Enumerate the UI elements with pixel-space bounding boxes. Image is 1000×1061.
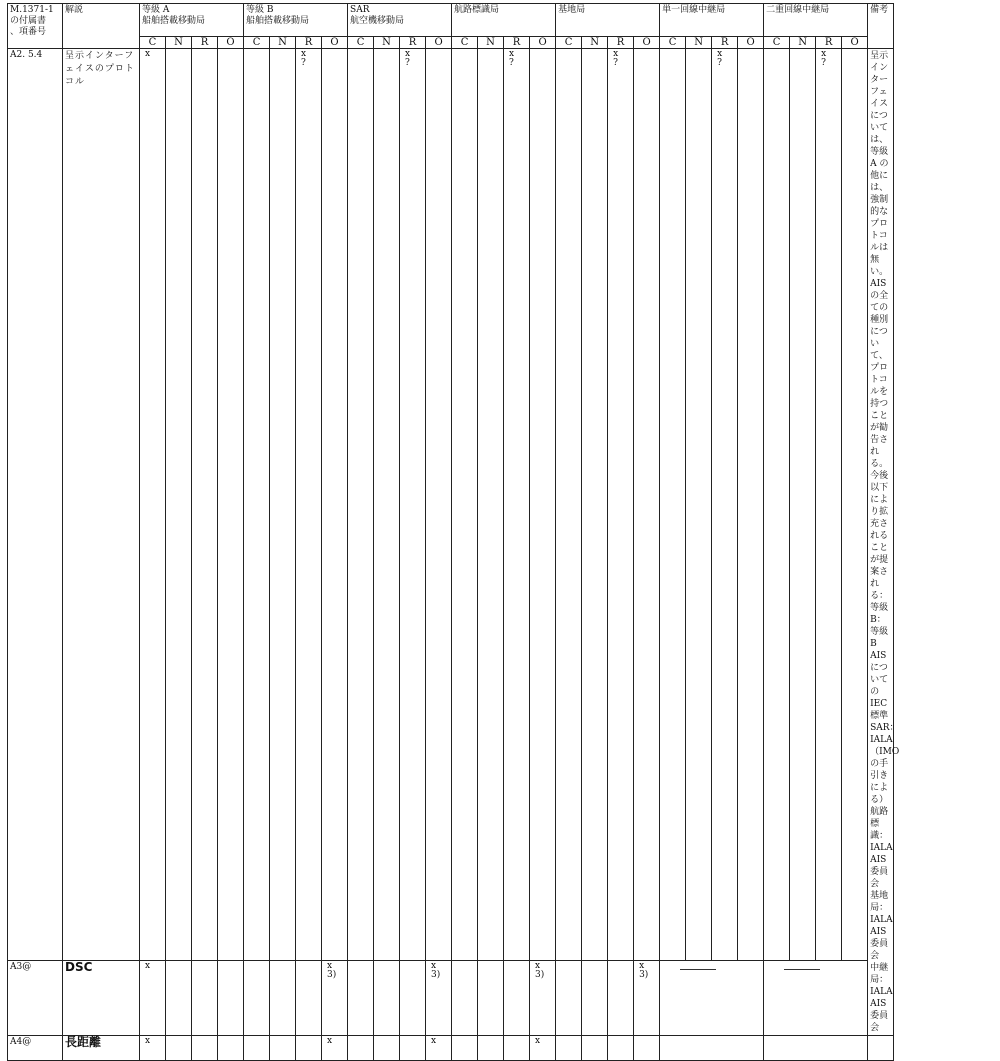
subhdr-n: N (478, 37, 504, 49)
mark-x: x (717, 49, 723, 59)
mark-question: ? (717, 58, 722, 68)
mark-cell (140, 961, 166, 1036)
table-row (8, 961, 991, 1036)
mark-x: x (327, 961, 333, 972)
remarks-header: 備考 (868, 4, 894, 49)
remarks-line: 今後以下により拡充されることが提案される： (870, 471, 889, 601)
subhdr-n: N (166, 37, 192, 49)
subhdr-n: N (582, 37, 608, 49)
desc-header: 解説 (63, 4, 140, 49)
not-applicable-cell (660, 961, 764, 1036)
mark-x: x (431, 961, 437, 972)
mark-x: x (613, 49, 619, 59)
ref-cell: A3@ (8, 961, 63, 1036)
desc-cell: DSC (63, 961, 140, 1036)
table-row (8, 1036, 991, 1061)
subhdr-r: R (504, 37, 530, 49)
sar-header: SAR 航空機移動局 (348, 4, 452, 37)
mark-cell (504, 49, 530, 961)
mark-x: x (145, 1036, 151, 1046)
mark-cell (426, 1036, 452, 1061)
mark-cell (426, 961, 452, 1036)
subhdr-r: R (296, 37, 322, 49)
remarks-cell (868, 49, 900, 1036)
subhdr-r: R (192, 37, 218, 49)
mark-cell (322, 961, 348, 1036)
subhdr-n: N (270, 37, 296, 49)
mark-x: x (145, 49, 151, 59)
single-repeater-header: 単一回線中継局 (660, 4, 764, 37)
desc-cell: 呈示インターフェイスのプロトコル (63, 49, 140, 961)
subhdr-n: N (686, 37, 712, 49)
mark-footnote: 3) (327, 970, 337, 981)
mark-x: x (301, 49, 307, 59)
mark-x: x (821, 49, 827, 59)
mark-cell (608, 49, 634, 961)
ref-header: M.1371-1 の付属書 、項番号 (8, 4, 63, 49)
remarks-line: SAR：IALA（IMO の手引きによる） (870, 723, 900, 805)
mark-x: x (327, 1036, 333, 1046)
base-header: 基地局 (556, 4, 660, 37)
mark-cell (140, 1036, 166, 1061)
mark-question: ? (821, 58, 826, 68)
aton-header: 航路標識局 (452, 4, 556, 37)
subhdr-r: R (712, 37, 738, 49)
mark-x: x (509, 49, 515, 59)
remarks-line: 基地局：IALA AIS 委員会 (870, 891, 893, 961)
subhdr-n: N (374, 37, 400, 49)
subhdr-c: C (764, 37, 790, 49)
mark-x: x (405, 49, 411, 59)
subhdr-o: O (738, 37, 764, 49)
mark-footnote: 3) (535, 970, 545, 981)
mark-cell (530, 1036, 556, 1061)
mark-x: x (145, 961, 151, 972)
remarks-line: 中継局：IALA AIS 委員会 (870, 963, 893, 1033)
subhdr-n: N (790, 37, 816, 49)
subhdr-c: C (348, 37, 374, 49)
subhdr-c: C (452, 37, 478, 49)
subhdr-o: O (842, 37, 868, 49)
mark-cell (530, 961, 556, 1036)
mark-cell (322, 1036, 348, 1061)
subhdr-o: O (426, 37, 452, 49)
ref-cell: A4@ (8, 1036, 63, 1061)
subhdr-o: O (530, 37, 556, 49)
mark-cell (140, 49, 166, 961)
mark-cell (712, 49, 738, 961)
ref-cell: A2. 5.4 (8, 49, 63, 961)
subhdr-r: R (816, 37, 842, 49)
mark-question: ? (509, 58, 514, 68)
mark-cell (816, 49, 842, 961)
subhdr-o: O (218, 37, 244, 49)
table-row (8, 49, 991, 961)
class-a-header: 等級 A 船舶搭載移動局 (140, 4, 244, 37)
mark-cell (634, 961, 660, 1036)
duplex-repeater-header: 二重回線中継局 (764, 4, 868, 37)
mark-footnote: 3) (431, 970, 441, 981)
subhdr-c: C (556, 37, 582, 49)
subhdr-r: R (608, 37, 634, 49)
desc-cell: 長距離 (63, 1036, 140, 1061)
mark-x: x (535, 961, 541, 972)
mark-x: x (431, 1036, 437, 1046)
mark-footnote: 3) (639, 970, 649, 981)
class-b-header: 等級 B 船舶搭載移動局 (244, 4, 348, 37)
remarks-line: 等級 B：等級 B AIS についての IEC 標準 (870, 603, 889, 721)
subhdr-o: O (322, 37, 348, 49)
dash-mark (680, 969, 716, 970)
remarks-line: 航路標識：IALA AIS 委員会 (870, 807, 893, 889)
mark-question: ? (613, 58, 618, 68)
annex-table (7, 3, 991, 1061)
mark-x: x (535, 1036, 541, 1046)
subhdr-r: R (400, 37, 426, 49)
mark-question: ? (405, 58, 410, 68)
mark-x: x (639, 961, 645, 972)
remarks-line: 呈示インターフェイスについては、等級 A の他には、強制的なプロトコルは無い。AIS の全ての種別について、プロトコルを持つことが勧告される。 (870, 51, 889, 469)
mark-cell (400, 49, 426, 961)
mark-question: ? (301, 58, 306, 68)
subhdr-c: C (660, 37, 686, 49)
subhdr-o: O (634, 37, 660, 49)
mark-cell (296, 49, 322, 961)
not-applicable-cell (764, 961, 868, 1036)
dash-mark (784, 969, 820, 970)
subhdr-c: C (140, 37, 166, 49)
subhdr-c: C (244, 37, 270, 49)
